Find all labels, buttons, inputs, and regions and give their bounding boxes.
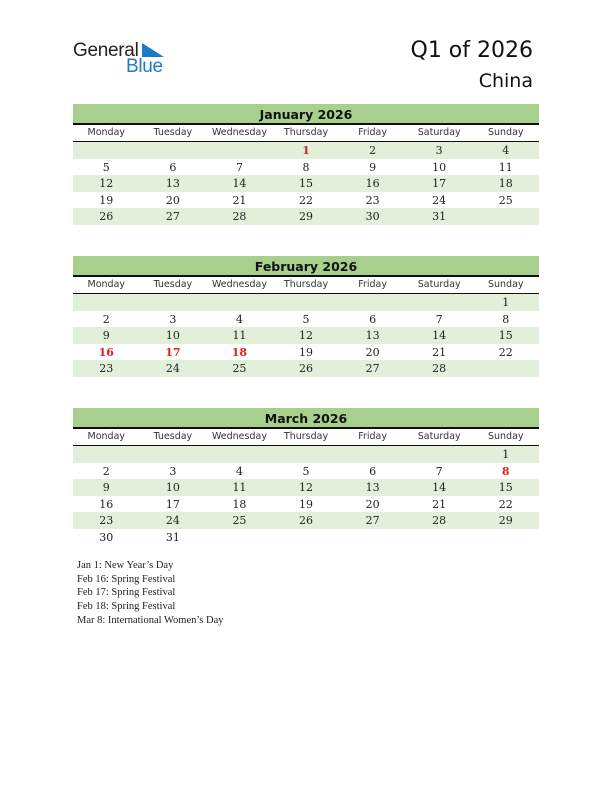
date-cell: 21 <box>432 345 447 359</box>
date-cell <box>273 294 340 311</box>
month-title: March 2026 <box>73 408 539 429</box>
weekday-header <box>73 277 539 294</box>
date-cell: 20 <box>365 345 380 359</box>
date-cell: 5 <box>302 312 310 326</box>
date-cell: 18 <box>498 177 513 190</box>
date-cell: 22 <box>498 345 513 359</box>
week-row <box>73 175 539 192</box>
logo-text-blue: Blue <box>126 56 163 77</box>
weekday-label: Sunday <box>487 279 524 290</box>
date-cell: 27 <box>365 362 380 375</box>
date-cell: 1 <box>502 448 510 461</box>
date-cell: 9 <box>102 481 110 494</box>
date-cell: 14 <box>232 177 247 190</box>
date-cell <box>140 294 207 311</box>
date-cell <box>140 446 207 463</box>
date-cell: 10 <box>165 329 180 342</box>
date-cell: 7 <box>235 160 243 174</box>
weekday-label: Sunday <box>487 127 524 138</box>
date-cell: 23 <box>365 193 380 207</box>
date-cell: 20 <box>365 497 380 511</box>
date-cell <box>73 294 140 311</box>
date-cell: 13 <box>165 177 180 190</box>
date-cell: 9 <box>102 329 110 342</box>
weekday-label: Thursday <box>283 431 329 442</box>
date-cell <box>472 529 539 546</box>
holiday-note: Mar 8: International Women’s Day <box>77 614 224 626</box>
month-march <box>73 408 539 545</box>
holiday-notes <box>77 559 224 628</box>
date-cell: 10 <box>432 160 447 174</box>
date-cell: 31 <box>165 530 180 544</box>
weekday-label: Saturday <box>417 279 461 290</box>
date-cell: 28 <box>232 210 247 223</box>
date-cell <box>206 529 273 546</box>
date-cell: 13 <box>365 329 380 342</box>
month-title: January 2026 <box>73 104 539 125</box>
weekday-label: Saturday <box>417 127 461 138</box>
weekday-header <box>73 125 539 142</box>
holiday-date: 18 <box>231 345 248 359</box>
date-cell: 30 <box>99 530 114 544</box>
week-row <box>73 446 539 463</box>
weekday-label: Monday <box>87 431 126 442</box>
date-cell: 20 <box>165 193 180 207</box>
date-cell: 3 <box>169 464 177 478</box>
date-cell: 25 <box>232 362 247 375</box>
date-cell: 31 <box>432 210 447 223</box>
holiday-date: 17 <box>165 345 181 359</box>
date-cell: 10 <box>165 481 180 494</box>
holiday-date: 8 <box>501 464 510 478</box>
week-row <box>73 463 539 480</box>
weekday-header <box>73 429 539 446</box>
week-row <box>73 479 539 496</box>
date-cell <box>472 208 539 225</box>
date-cell <box>273 529 340 546</box>
date-cell: 5 <box>302 464 310 478</box>
date-cell: 5 <box>102 160 110 174</box>
date-cell: 26 <box>299 362 314 375</box>
date-cell: 12 <box>299 329 314 342</box>
date-cell: 11 <box>498 160 513 174</box>
date-cell: 18 <box>232 497 247 511</box>
weekday-label: Tuesday <box>153 127 193 138</box>
week-row <box>73 496 539 513</box>
date-cell: 21 <box>232 193 247 207</box>
holiday-note: Jan 1: New Year’s Day <box>77 560 174 571</box>
weekday-label: Sunday <box>487 431 524 442</box>
date-cell: 6 <box>169 160 177 174</box>
date-cell: 15 <box>498 481 513 494</box>
date-cell: 27 <box>365 514 380 527</box>
holiday-note: Feb 18: Spring Festival <box>77 601 176 613</box>
date-cell: 14 <box>432 329 447 342</box>
date-cell: 17 <box>165 497 180 511</box>
weekday-label: Wednesday <box>211 279 267 290</box>
date-cell: 7 <box>435 312 443 326</box>
date-cell <box>273 446 340 463</box>
weekday-label: Monday <box>87 127 126 138</box>
date-cell: 26 <box>299 514 314 527</box>
date-cell: 29 <box>498 514 513 527</box>
date-cell: 16 <box>99 497 114 511</box>
date-cell: 19 <box>99 193 114 207</box>
date-cell: 12 <box>299 481 314 494</box>
date-cell: 25 <box>498 193 513 207</box>
logo <box>73 40 183 80</box>
date-cell: 9 <box>369 160 377 174</box>
date-cell: 30 <box>365 210 380 223</box>
weekday-label: Saturday <box>417 431 461 442</box>
date-cell: 17 <box>432 177 447 190</box>
date-cell <box>406 529 473 546</box>
date-cell: 23 <box>99 362 114 375</box>
date-cell: 22 <box>498 497 513 511</box>
date-cell: 3 <box>169 312 177 326</box>
weekday-label: Friday <box>358 127 387 138</box>
date-cell: 24 <box>165 514 180 527</box>
date-cell: 1 <box>502 296 510 309</box>
date-cell: 14 <box>432 481 447 494</box>
weekday-label: Thursday <box>283 127 329 138</box>
date-cell: 15 <box>299 177 314 190</box>
date-cell: 24 <box>432 193 447 207</box>
date-cell <box>339 446 406 463</box>
weekday-label: Friday <box>358 431 387 442</box>
date-cell: 28 <box>432 514 447 527</box>
week-row <box>73 159 539 176</box>
holiday-note: Feb 16: Spring Festival <box>77 573 176 585</box>
date-cell: 2 <box>102 312 110 326</box>
date-cell: 8 <box>302 160 310 174</box>
date-cell: 16 <box>365 177 380 190</box>
page-title: Q1 of 2026 <box>410 38 533 63</box>
date-cell: 25 <box>232 514 247 527</box>
date-cell: 19 <box>299 497 314 511</box>
date-cell <box>406 446 473 463</box>
week-row <box>73 142 539 159</box>
date-cell: 7 <box>435 464 443 478</box>
date-cell: 15 <box>498 329 513 342</box>
weekday-label: Tuesday <box>153 431 193 442</box>
date-cell: 11 <box>232 481 247 494</box>
date-cell: 12 <box>99 177 114 190</box>
date-cell <box>206 142 273 159</box>
holiday-date: 1 <box>302 144 310 157</box>
weekday-label: Monday <box>87 279 126 290</box>
date-cell: 3 <box>435 144 443 157</box>
date-cell: 2 <box>102 464 110 478</box>
date-cell: 23 <box>99 514 114 527</box>
date-cell: 11 <box>232 329 247 342</box>
weekday-label: Friday <box>358 279 387 290</box>
month-title: February 2026 <box>73 256 539 277</box>
weekday-label: Wednesday <box>211 127 267 138</box>
date-cell: 6 <box>369 312 377 326</box>
date-cell <box>206 446 273 463</box>
week-row <box>73 294 539 311</box>
date-cell <box>140 142 207 159</box>
date-cell: 4 <box>235 312 243 326</box>
date-cell <box>73 446 140 463</box>
date-cell: 26 <box>99 210 114 223</box>
country-label: China <box>478 70 533 92</box>
date-cell <box>339 529 406 546</box>
week-row <box>73 208 539 225</box>
date-cell: 4 <box>235 464 243 478</box>
weekday-label: Thursday <box>283 279 329 290</box>
month-february <box>73 256 539 377</box>
month-january <box>73 104 539 225</box>
weekday-label: Wednesday <box>211 431 267 442</box>
date-cell <box>406 294 473 311</box>
date-cell: 27 <box>165 210 180 223</box>
date-cell: 24 <box>165 362 180 375</box>
logo-triangle-icon <box>142 43 164 57</box>
date-cell: 2 <box>369 144 377 157</box>
week-row <box>73 360 539 377</box>
date-cell <box>339 294 406 311</box>
weekday-label: Tuesday <box>153 279 193 290</box>
week-row <box>73 344 539 361</box>
date-cell <box>73 142 140 159</box>
date-cell: 28 <box>432 362 447 375</box>
holiday-note: Feb 17: Spring Festival <box>77 587 176 599</box>
week-row <box>73 311 539 328</box>
date-cell: 29 <box>299 210 314 223</box>
date-cell: 8 <box>502 312 510 326</box>
date-cell: 4 <box>502 144 510 157</box>
date-cell: 19 <box>299 345 314 359</box>
date-cell: 22 <box>299 193 314 207</box>
date-cell: 13 <box>365 481 380 494</box>
date-cell: 21 <box>432 497 447 511</box>
week-row <box>73 327 539 344</box>
date-cell: 6 <box>369 464 377 478</box>
week-row <box>73 192 539 209</box>
logo-text-general: General <box>73 40 139 61</box>
week-row <box>73 512 539 529</box>
holiday-date: 16 <box>98 345 114 359</box>
date-cell <box>206 294 273 311</box>
week-row <box>73 529 539 546</box>
date-cell <box>472 360 539 377</box>
